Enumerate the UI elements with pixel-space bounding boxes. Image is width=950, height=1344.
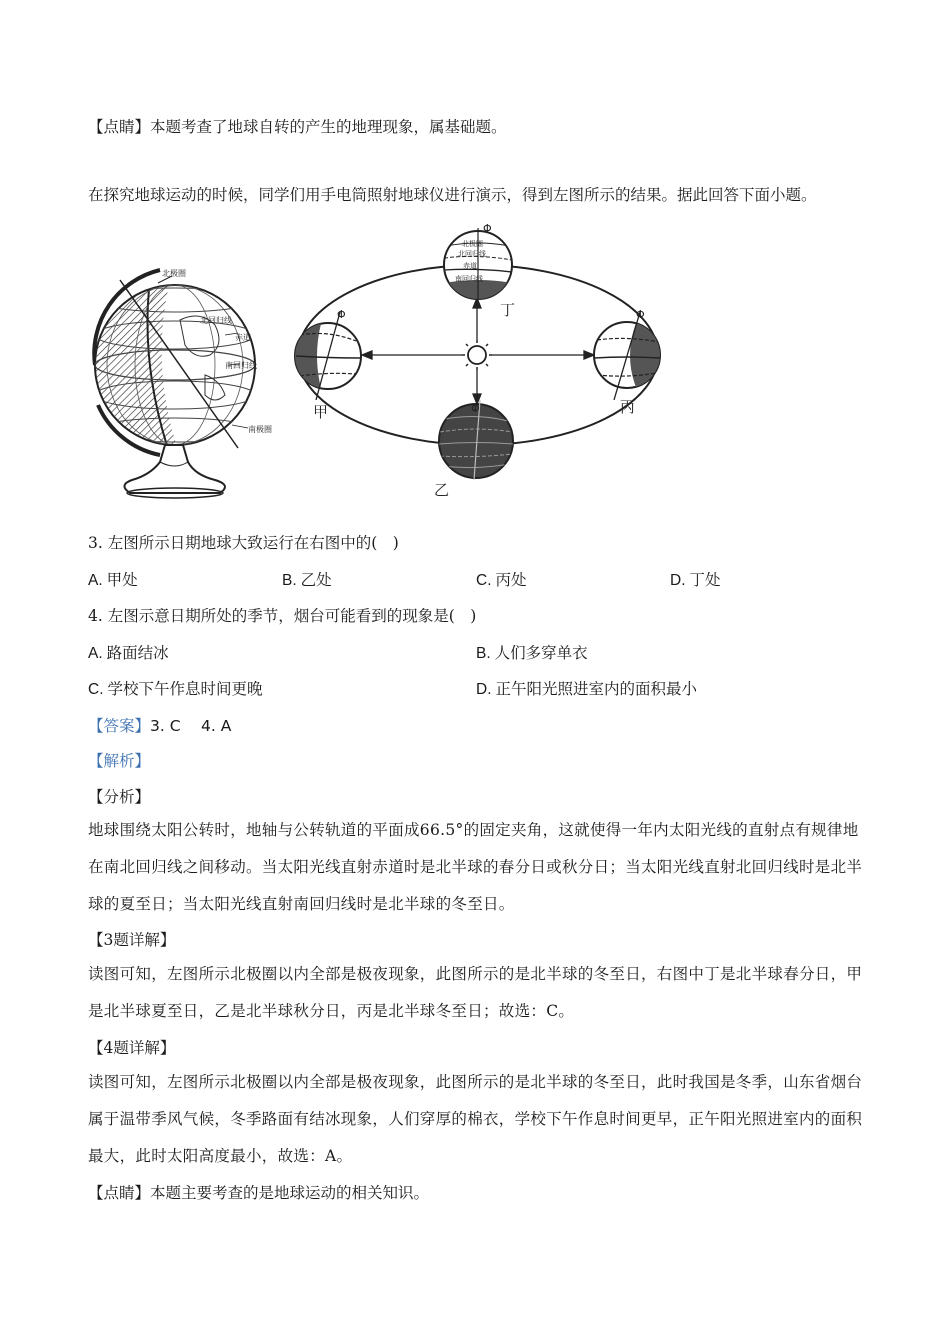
- globe-label-tropic-s: 南回归线: [225, 361, 257, 370]
- answer-label: 【答案】: [88, 717, 151, 735]
- globe-label-arctic: 北极圈: [162, 269, 186, 278]
- q4-option-c[interactable]: [88, 679, 263, 700]
- q4-option-a[interactable]: [88, 643, 169, 664]
- ding-label-tropic-n: 北回归线: [458, 250, 486, 258]
- q4-detail-label: 【4题详解】: [88, 1039, 176, 1057]
- q4-detail-text: 读图可知，左图所示北极圈以内全部是极夜现象，此图所示的是北半球的冬至日，此时我国是冬季，山东省烟台属于温带季风气候，冬季路面有结冰现象，人们穿厚的棉衣，学校下午作息时间更早，正午阳光照进室内的面积最大，此时太阳高度最小，故选：A。: [88, 1073, 863, 1165]
- axis-mark-bing: Φ: [636, 308, 645, 321]
- q3-option-c[interactable]: [476, 570, 527, 591]
- q3-option-a-key: A.: [88, 572, 103, 589]
- q4-option-a-text: 路面结冰: [106, 644, 169, 662]
- q4-option-b-key: B.: [476, 645, 491, 662]
- ding-label-equator: 赤道: [463, 262, 477, 270]
- label-yi: 乙: [434, 481, 450, 499]
- axis-mark-ding: Φ: [483, 222, 492, 235]
- earth-position-yi: [434, 400, 513, 499]
- analysis-label: 【解析】: [88, 752, 151, 770]
- q3-option-b-text: 乙处: [300, 571, 332, 589]
- label-jia: 甲: [313, 403, 329, 421]
- fenxi-text: 地球围绕太阳公转时，地轴与公转轨道的平面成66.5°的固定夹角，这就使得一年内太阳光线的直射点有规律地在南北回归线之间移动。当太阳光线直射赤道时是北半球的春分日或秋分日；当太阳光线直射北回归线时是北半球的夏至日；当太阳光线直射南回归线时是北半球的冬至日。: [88, 821, 863, 913]
- q3-detail-text: 读图可知，左图所示北极圈以内全部是极夜现象，此图所示的是北半球的冬至日，右图中丁是北半球春分日，甲是北半球夏至日，乙是北半球秋分日，丙是北半球冬至日；故选：C。: [88, 965, 863, 1020]
- earth-position-jia: [295, 308, 361, 421]
- q4-option-a-key: A.: [88, 645, 103, 662]
- answer-text: 3. C 4. A: [150, 717, 232, 735]
- ding-label-tropic-s: 南回归线: [455, 275, 483, 283]
- q4-option-b[interactable]: [476, 643, 588, 664]
- answer-line: [88, 716, 231, 736]
- q3-option-c-text: 丙处: [495, 571, 527, 589]
- q3-option-a[interactable]: [88, 570, 138, 591]
- bottom-note: 【点睛】本题主要考查的是地球运动的相关知识。: [88, 1184, 430, 1202]
- earth-revolution-figure: [0, 0, 950, 520]
- q3-option-c-key: C.: [476, 572, 492, 589]
- q3-detail-label: 【3题详解】: [88, 931, 176, 949]
- q4-option-c-key: C.: [88, 681, 104, 698]
- q4-option-c-text: 学校下午作息时间更晚: [107, 680, 263, 698]
- axis-mark-yi: Φ: [471, 402, 480, 415]
- q4-option-d[interactable]: [476, 679, 697, 700]
- label-ding: 丁: [500, 301, 516, 319]
- q4-option-b-text: 人们多穿单衣: [494, 644, 588, 662]
- q3-option-d-key: D.: [670, 572, 686, 589]
- earth-position-bing: [594, 308, 662, 416]
- q3-option-d[interactable]: [670, 570, 721, 591]
- globe-on-stand: [90, 268, 272, 498]
- ding-label-arctic: 北极圈: [462, 240, 483, 248]
- globe-label-equator: 赤道: [235, 333, 251, 342]
- q3-stem: 3. 左图所示日期地球大致运行在右图中的( ): [88, 534, 399, 552]
- globe-label-antarctic: 南极圈: [248, 425, 272, 434]
- q3-option-b-key: B.: [282, 572, 297, 589]
- top-note: 【点睛】本题考查了地球自转的产生的地理现象，属基础题。: [88, 118, 507, 136]
- q3-option-a-text: 甲处: [106, 571, 138, 589]
- intro-text: 在探究地球运动的时候，同学们用手电筒照射地球仪进行演示，得到左图所示的结果。据此回答下面小题。: [88, 186, 817, 204]
- q4-option-d-text: 正午阳光照进室内的面积最小: [495, 680, 698, 698]
- axis-mark-jia: Φ: [337, 308, 346, 321]
- q4-option-d-key: D.: [476, 681, 492, 698]
- q3-option-b[interactable]: [282, 570, 332, 591]
- sun: [462, 340, 492, 370]
- fenxi-label: 【分析】: [88, 788, 151, 806]
- q3-option-d-text: 丁处: [689, 571, 721, 589]
- q4-stem: 4. 左图示意日期所处的季节，烟台可能看到的现象是( ): [88, 607, 477, 625]
- globe-label-tropic-n: 北回归线: [200, 316, 232, 325]
- label-bing: 丙: [620, 398, 636, 416]
